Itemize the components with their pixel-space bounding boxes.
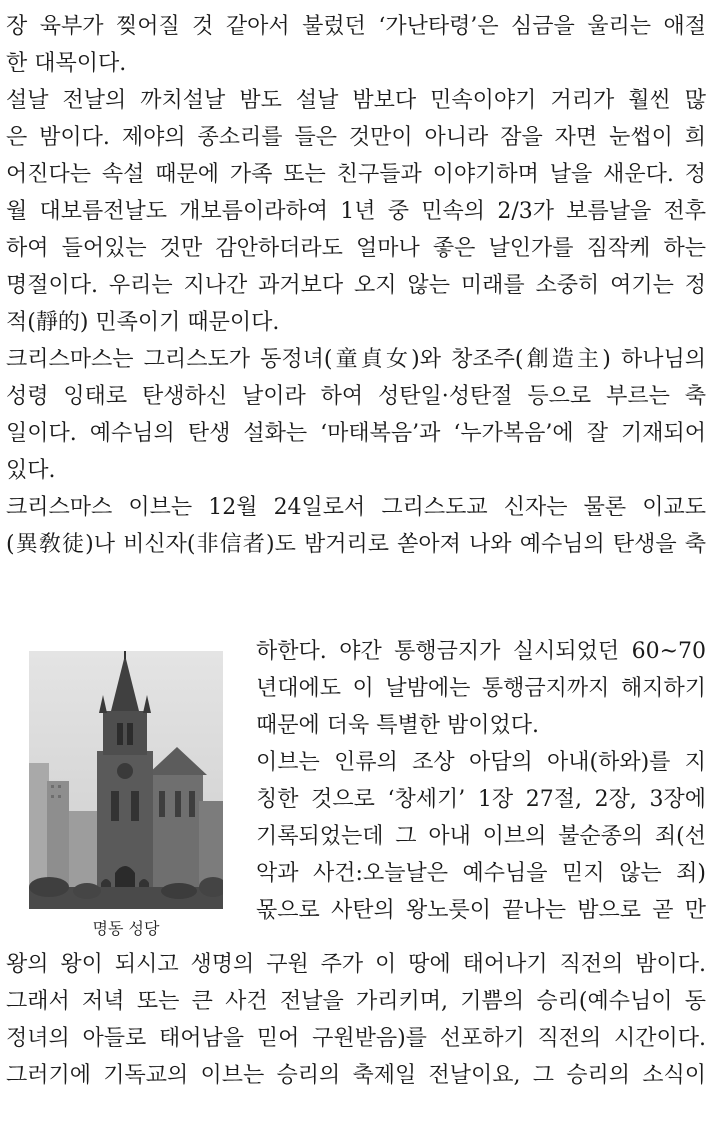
paragraph-line: (異敎徒)나 비신자(非信者)도 밤거리로 쏟아져 나와 예수님의 탄생을 축 — [6, 532, 706, 557]
paragraph-line: 크리스마스는 그리스도가 동정녀(童貞女)와 창조주(創造主) 하나님의 — [6, 347, 706, 372]
paragraph-line: 명절이다. 우리는 지나간 과거보다 오지 않는 미래를 소중히 여기는 정 — [6, 273, 706, 298]
paragraph-line: 있다. — [6, 458, 56, 483]
paragraph-line: 정녀의 아들로 태어남을 믿어 구원받음)를 선포하기 직전의 시간이다. — [6, 1026, 706, 1051]
paragraph-line: 하여 들어있는 것만 감안하더라도 얼마나 좋은 날인가를 짐작케 하는 — [6, 236, 706, 261]
paragraph-line: 기록되었는데 그 아내 이브의 불순종의 죄(선 — [256, 824, 706, 849]
paragraph-line: 년대에도 이 날밤에는 통행금지까지 해지하기 — [256, 676, 706, 701]
paragraph-line: 몫으로 사탄의 왕노릇이 끝나는 밤으로 곧 만 — [256, 898, 706, 923]
paragraph-line: 어진다는 속설 때문에 가족 또는 친구들과 이야기하며 날을 새운다. 정 — [6, 162, 706, 187]
paragraph-line: 성령 잉태로 탄생하신 날이라 하여 성탄일·성탄절 등으로 부르는 축 — [6, 384, 706, 409]
paragraph-line: 은 밤이다. 제야의 종소리를 들은 것만이 아니라 잠을 자면 눈썹이 희 — [6, 125, 706, 150]
paragraph-line: 일이다. 예수님의 탄생 설화는 ‘마태복음’과 ‘누가복음’에 잘 기재되어 — [6, 421, 706, 446]
paragraph-line: 그래서 저녁 또는 큰 사건 전날을 가리키며, 기쁨의 승리(예수님이 동 — [6, 989, 706, 1014]
paragraph-line: 이브는 인류의 조상 아담의 아내(하와)를 지 — [256, 750, 706, 775]
paragraph-line: 왕의 왕이 되시고 생명의 구원 주가 이 땅에 태어나기 직전의 밤이다. — [6, 952, 706, 977]
paragraph-line: 하한다. 야간 통행금지가 실시되었던 60~70 — [256, 639, 706, 664]
paragraph-line: 그러기에 기독교의 이브는 승리의 축제일 전날이요, 그 승리의 소식이 — [6, 1063, 706, 1088]
paragraph-line: 크리스마스 이브는 12월 24일로서 그리스도교 신자는 물론 이교도 — [6, 495, 706, 520]
paragraph-line: 칭한 것으로 ‘창세기’ 1장 27절, 2장, 3장에 — [256, 787, 706, 812]
paragraph-line: 월 대보름전날도 개보름이라하여 1년 중 민속의 2/3가 보름날을 전후 — [6, 199, 706, 224]
paragraph-line: 한 대목이다. — [6, 51, 127, 76]
paragraph-line: 때문에 더욱 특별한 밤이었다. — [256, 713, 539, 738]
paragraph-line: 악과 사건:오늘날은 예수님을 믿지 않는 죄) — [256, 861, 706, 886]
paragraph-line: 적(靜的) 민족이기 때문이다. — [6, 310, 280, 335]
paragraph-line: 설날 전날의 까치설날 밤도 설날 밤보다 민속이야기 거리가 훨씬 많 — [6, 88, 706, 113]
photo-caption: 명동 성당 — [92, 919, 160, 938]
cathedral-photo — [29, 651, 223, 909]
paragraph-line: 장 육부가 찢어질 것 같아서 불렀던 ‘가난타령’은 심금을 울리는 애절 — [6, 14, 706, 39]
